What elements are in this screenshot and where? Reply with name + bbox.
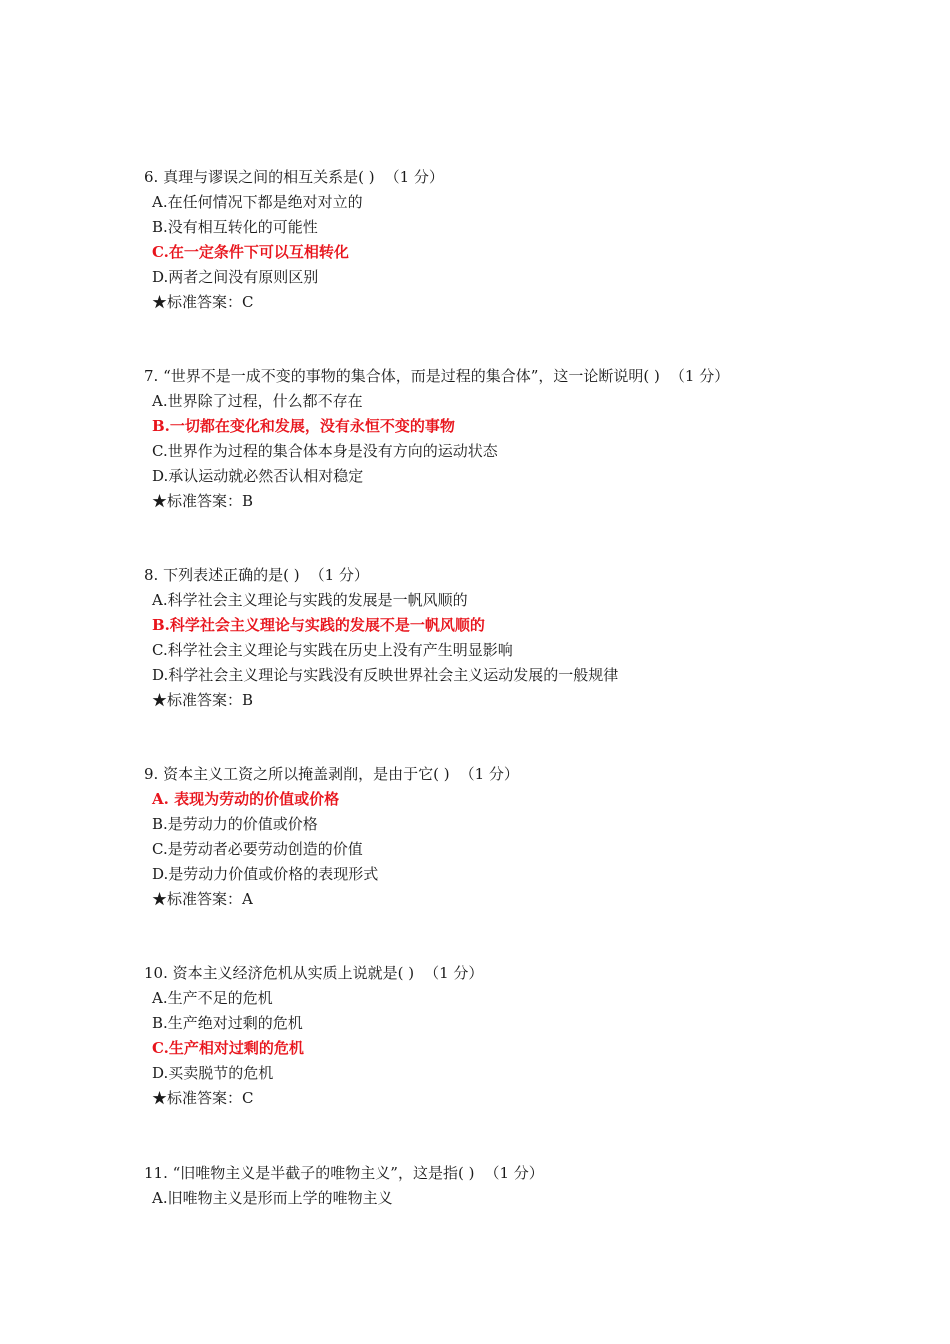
question-stem: 资本主义工资之所以掩盖剥削，是由于它( ) (163, 765, 450, 783)
option-b-correct: B.科学社会主义理论与实践的发展不是一帆风顺的 (152, 616, 485, 634)
option-a: A.生产不足的危机 (152, 989, 273, 1007)
question-number: 10. (144, 964, 168, 982)
option-a-correct: A. 表现为劳动的价值或价格 (152, 790, 340, 808)
option-a: A.科学社会主义理论与实践的发展是一帆风顺的 (152, 591, 468, 609)
option-d: D.科学社会主义理论与实践没有反映世界社会主义运动发展的一般规律 (152, 666, 619, 684)
question-stem: 真理与谬误之间的相互关系是( ) (163, 168, 375, 186)
option-d: D.两者之间没有原则区别 (152, 268, 319, 286)
option-a: A.旧唯物主义是形而上学的唯物主义 (152, 1189, 393, 1207)
option-a: A.世界除了过程，什么都不存在 (152, 392, 363, 410)
option-c: C.是劳动者必要劳动创造的价值 (152, 840, 363, 858)
standard-answer: ★标准答案：C (152, 293, 254, 311)
question-number: 9. (144, 765, 159, 783)
question-number: 8. (144, 566, 159, 584)
option-c-correct: C.生产相对过剩的危机 (152, 1039, 304, 1057)
question-score: （1 分） (484, 1164, 544, 1182)
question-10 (144, 961, 904, 1111)
question-title (144, 563, 904, 588)
option-b: B.是劳动力的价值或价格 (152, 815, 318, 833)
standard-answer: ★标准答案：B (152, 691, 254, 709)
question-score: （1 分） (459, 765, 519, 783)
option-b: B.生产绝对过剩的危机 (152, 1014, 303, 1032)
option-b-correct: B.一切都在变化和发展，没有永恒不变的事物 (152, 417, 455, 435)
question-score: （1 分） (309, 566, 369, 584)
question-title (144, 165, 904, 190)
question-stem: “旧唯物主义是半截子的唯物主义”，这是指( ) (172, 1164, 475, 1182)
question-score: （1 分） (424, 964, 484, 982)
standard-answer: ★标准答案：C (152, 1089, 254, 1107)
question-stem: 下列表述正确的是( ) (163, 566, 300, 584)
option-b: B.没有相互转化的可能性 (152, 218, 318, 236)
question-title (144, 364, 904, 389)
question-number: 11. (144, 1164, 168, 1182)
question-7 (144, 364, 904, 514)
standard-answer: ★标准答案：B (152, 492, 254, 510)
question-title (144, 762, 904, 787)
option-d: D.承认运动就必然否认相对稳定 (152, 467, 364, 485)
question-number: 6. (144, 168, 159, 186)
option-d: D.是劳动力价值或价格的表现形式 (152, 865, 379, 883)
option-a: A.在任何情况下都是绝对对立的 (152, 193, 363, 211)
option-c: C.科学社会主义理论与实践在历史上没有产生明显影响 (152, 641, 513, 659)
question-stem: “世界不是一成不变的事物的集合体，而是过程的集合体”，这一论断说明( ) (163, 367, 660, 385)
question-number: 7. (144, 367, 159, 385)
standard-answer: ★标准答案：A (152, 890, 253, 908)
option-c: C.世界作为过程的集合体本身是没有方向的运动状态 (152, 442, 498, 460)
question-score: （1 分） (384, 168, 444, 186)
option-c-correct: C.在一定条件下可以互相转化 (152, 243, 349, 261)
question-stem: 资本主义经济危机从实质上说就是( ) (172, 964, 415, 982)
question-title (144, 961, 904, 986)
question-9 (144, 762, 904, 912)
question-score: （1 分） (669, 367, 730, 385)
question-8 (144, 563, 904, 713)
question-title (144, 1161, 904, 1186)
question-6 (144, 165, 904, 315)
question-11 (144, 1161, 904, 1211)
option-d: D.买卖脱节的危机 (152, 1064, 274, 1082)
